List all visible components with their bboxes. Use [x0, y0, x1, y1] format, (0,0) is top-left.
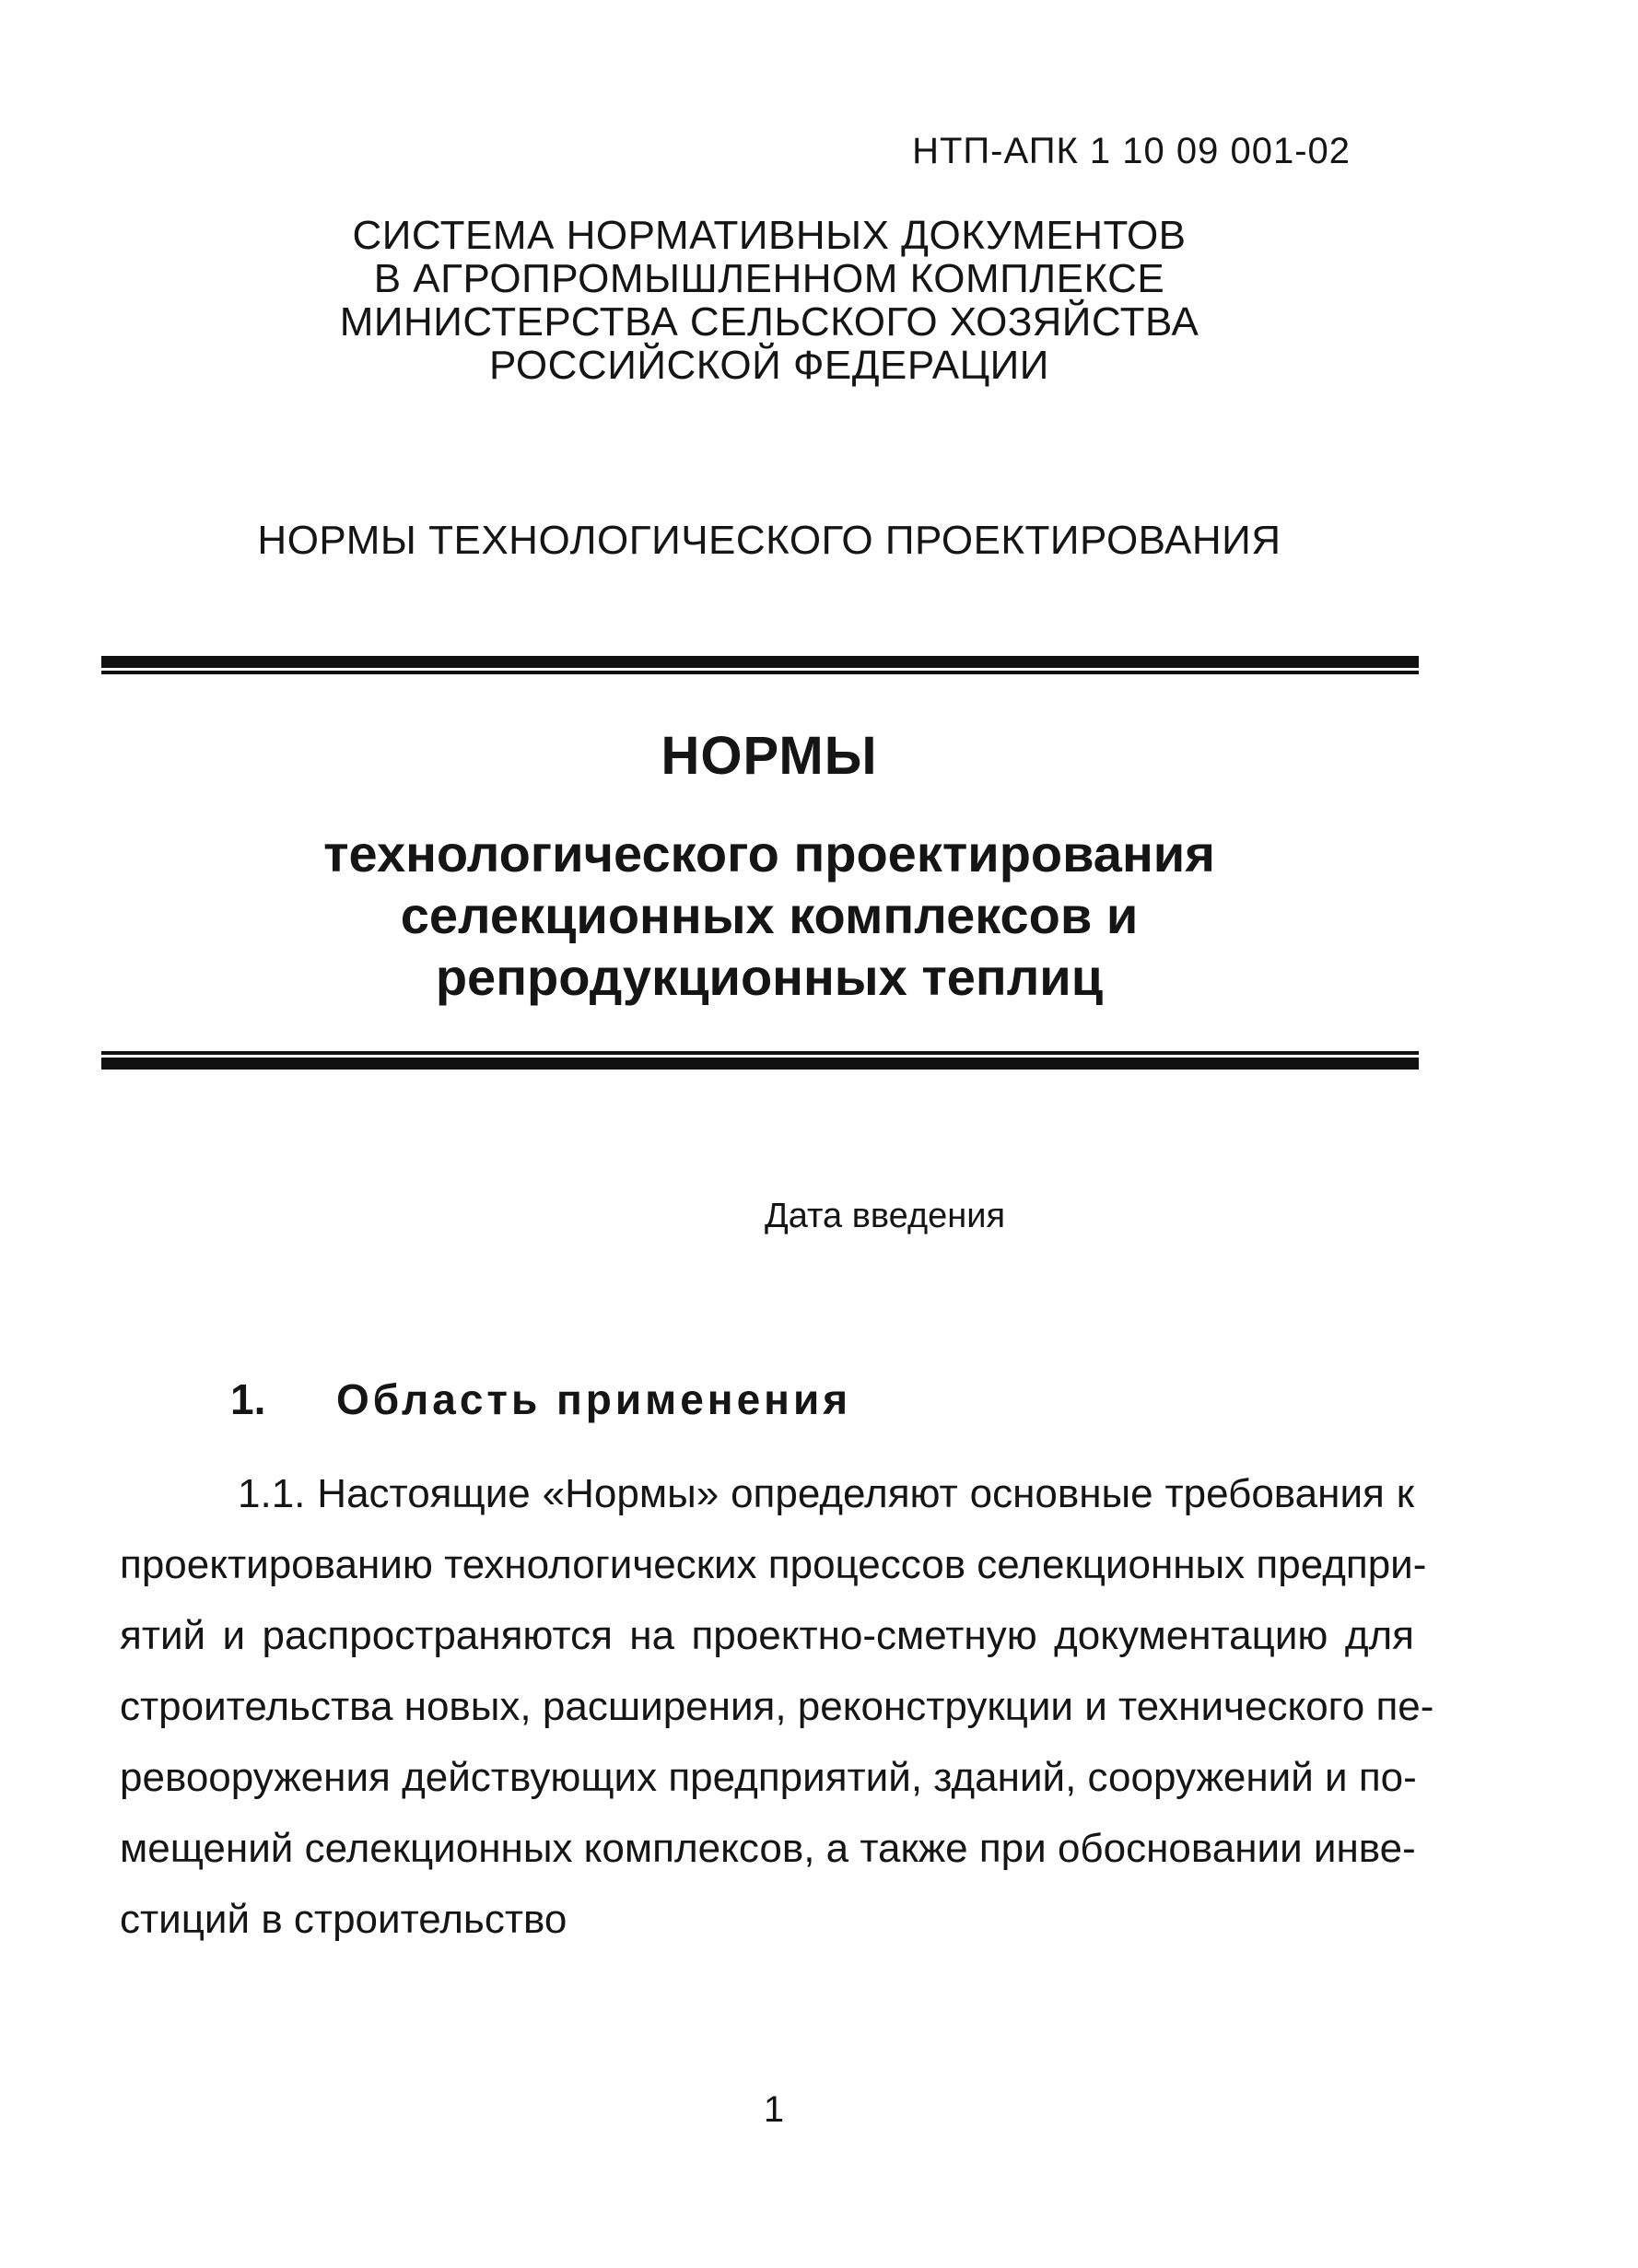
doc-type-line: НОРМЫ ТЕХНОЛОГИЧЕСКОГО ПРОЕКТИРОВАНИЯ: [257, 518, 1281, 563]
subtitle-line: технологического проектирования: [323, 824, 1215, 883]
paragraph-line: ятий и распространяются на проектно-сметную документацию для: [120, 1613, 1414, 1658]
divider-thick-bar: [101, 656, 1419, 668]
divider-thin-bar: [101, 1051, 1419, 1055]
main-title: НОРМЫ: [661, 726, 878, 786]
divider-thick-bar: [101, 1058, 1419, 1070]
system-header-line: СИСТЕМА НОРМАТИВНЫХ ДОКУМЕНТОВ: [352, 213, 1187, 258]
paragraph-line: ревооружения действующих предприятий, зданий, сооружений и по-: [120, 1755, 1417, 1800]
section-number: 1.: [230, 1375, 266, 1423]
page-number: 1: [763, 2089, 785, 2130]
section-title: Область применения: [336, 1375, 852, 1423]
bottom-divider: [101, 1051, 1419, 1070]
system-header: [120, 214, 1419, 387]
paragraph-line: строительства новых, расширения, реконструкции и технического пе-: [120, 1684, 1434, 1729]
top-divider: [101, 656, 1419, 674]
paragraph-line: стиций в строительство: [120, 1897, 567, 1942]
subtitle-line: селекционных комплексов и: [400, 886, 1139, 944]
system-header-line: РОССИЙСКОЙ ФЕДЕРАЦИИ: [489, 343, 1049, 388]
subtitle: [120, 823, 1419, 1008]
doc-code: НТП-АПК 1 10 09 001-02: [912, 131, 1351, 171]
divider-thin-bar: [101, 671, 1419, 674]
system-header-line: МИНИСТЕРСТВА СЕЛЬСКОГО ХОЗЯЙСТВА: [339, 299, 1199, 345]
paragraph-line: 1.1. Настоящие «Нормы» определяют основные требования к: [238, 1471, 1414, 1516]
subtitle-line: репродукционных теплиц: [435, 948, 1104, 1006]
date-label: Дата введения: [765, 1197, 1006, 1235]
section-heading: [230, 1374, 851, 1424]
paragraph-line: проектированию технологических процессов селекционных предпри-: [120, 1542, 1427, 1587]
system-header-line: В АГРОПРОМЫШЛЕННОМ КОМПЛЕКСЕ: [373, 256, 1165, 301]
paragraph-line: мещений селекционных комплексов, а также при обосновании инве-: [120, 1826, 1416, 1871]
body-paragraph: [120, 1458, 1434, 1955]
